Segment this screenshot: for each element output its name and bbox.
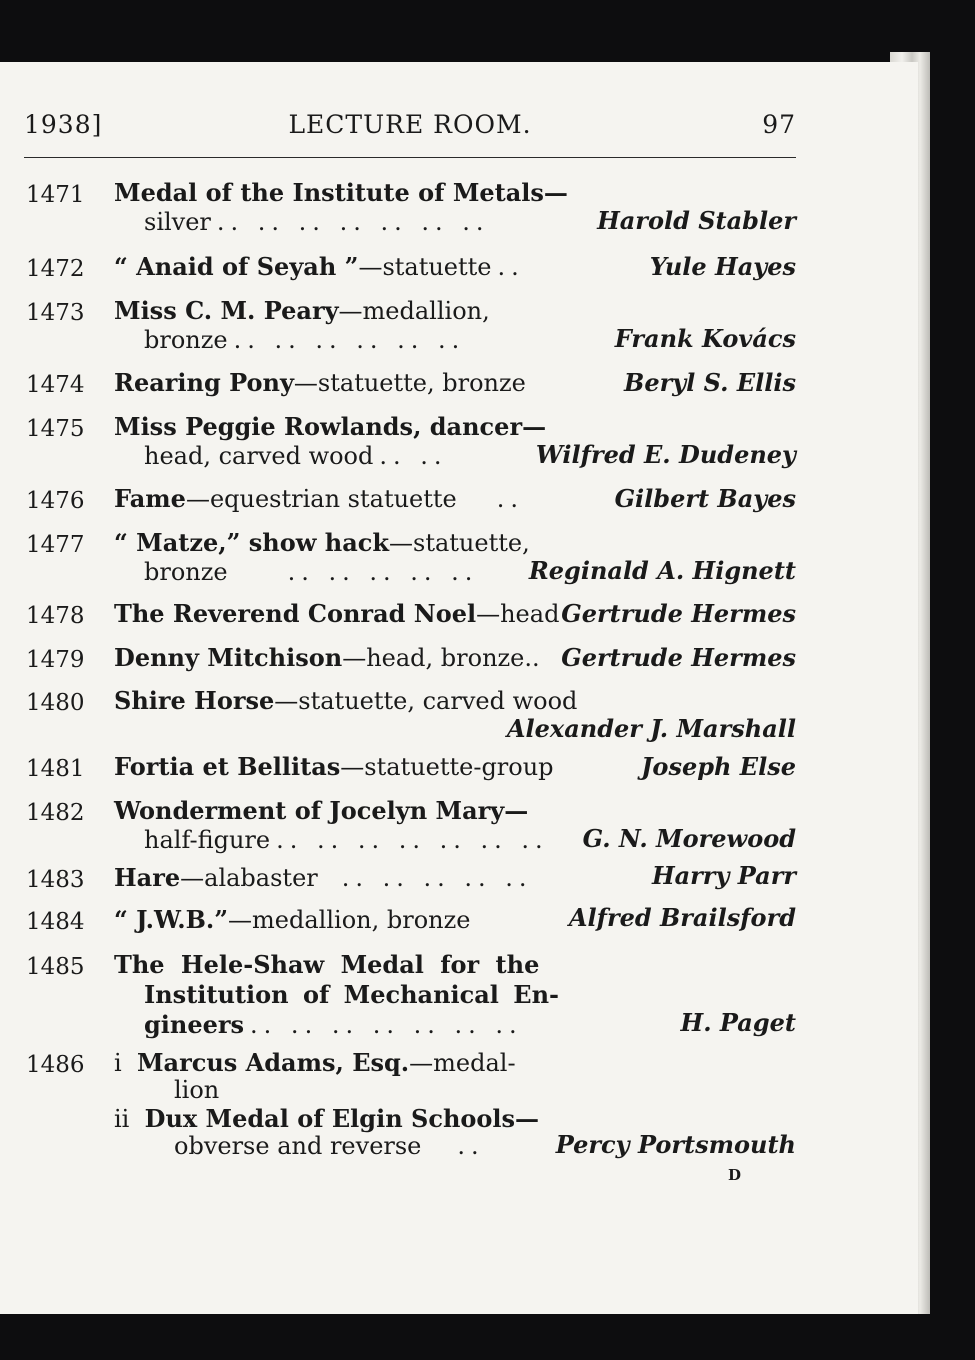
entry-number: 1471	[26, 182, 85, 208]
artist-name: Gertrude Hermes	[561, 643, 796, 672]
entry-number: 1483	[26, 867, 85, 893]
entry-number: 1481	[26, 756, 85, 782]
entry-number: 1474	[26, 372, 85, 398]
artist-name: G. N. Morewood	[582, 824, 796, 853]
entry-title: Rearing Pony	[114, 368, 294, 397]
entry-number: 1478	[26, 603, 85, 629]
artist-name: Reginald A. Hignett	[528, 556, 796, 585]
entry-description: —alabaster	[180, 864, 318, 892]
artist-name: Gertrude Hermes	[561, 599, 796, 628]
artist-name: Harold Stabler	[597, 206, 796, 235]
entry-description: —statuette, bronze	[293, 369, 526, 397]
entry-title: “ Anaid of Seyah ”	[114, 252, 359, 281]
leader-dots: ..	[497, 253, 525, 281]
artist-name: H. Paget	[680, 1008, 796, 1037]
entry-title: Marcus Adams, Esq.	[136, 1048, 410, 1077]
artist-name: Joseph Else	[641, 752, 796, 781]
running-header	[24, 110, 796, 150]
entry-number: 1477	[26, 532, 85, 558]
entry-description: —head, bronze..	[342, 644, 540, 672]
entry-number: 1486	[26, 1052, 85, 1078]
entry-description: —statuette, carved wood	[274, 687, 578, 715]
entry-description: —statuette	[358, 253, 492, 281]
artist-name: Percy Portsmouth	[555, 1130, 796, 1159]
artist-name: Alfred Brailsford	[568, 903, 796, 932]
entry-title: Denny Mitchison	[114, 643, 343, 672]
artist-name: Wilfred E. Dudeney	[535, 440, 796, 469]
sub-marker: i	[114, 1049, 122, 1077]
entry-number: 1476	[26, 488, 85, 514]
artist-name: Gilbert Bayes	[614, 484, 796, 513]
entry-title-continuation: gineers	[144, 1010, 245, 1039]
entry-number: 1472	[26, 256, 85, 282]
entry-title: Medal of the Institute of Metals—	[114, 178, 568, 207]
entry-continuation: bronze	[144, 558, 228, 586]
entry-title: Hare	[114, 863, 181, 892]
entry-number: 1484	[26, 909, 85, 935]
leader-dots: .. .. .. .. ..	[287, 558, 479, 586]
book-page	[0, 62, 918, 1314]
entry-number: 1473	[26, 300, 85, 326]
entry-title: Fortia et Bellitas	[114, 752, 341, 781]
entry-number: 1482	[26, 800, 85, 826]
entry-title-continuation: Institution of Mechanical En-	[144, 980, 559, 1009]
entry-continuation: bronze	[144, 326, 228, 354]
entry-continuation: obverse and reverse	[174, 1132, 422, 1160]
entry-number: 1485	[26, 954, 85, 980]
leader-dots: ..	[457, 1132, 485, 1160]
sub-marker: ii	[114, 1105, 130, 1133]
signature-mark: D	[728, 1166, 742, 1184]
entry-description: —head	[476, 600, 560, 628]
entry-title: “ J.W.B.”	[114, 905, 229, 934]
entry-number: 1479	[26, 647, 85, 673]
entry-number: 1475	[26, 416, 85, 442]
entry-title: Fame	[114, 484, 186, 513]
entry-number: 1480	[26, 690, 85, 716]
header-rule	[24, 157, 796, 158]
entry-continuation: silver	[144, 208, 211, 236]
artist-name: Beryl S. Ellis	[624, 368, 796, 397]
entry-description: —statuette,	[389, 529, 530, 557]
header-title: LECTURE ROOM.	[288, 110, 532, 139]
artist-name: Alexander J. Marshall	[506, 714, 796, 743]
entry-description: —medallion, bronze	[228, 906, 471, 934]
leader-dots: .. ..	[379, 442, 448, 470]
leader-dots: ..	[496, 485, 525, 513]
entry-title: Wonderment of Jocelyn Mary—	[114, 796, 529, 825]
leader-dots: .. .. .. .. .. .. ..	[250, 1011, 523, 1039]
entry-description: —equestrian statuette	[185, 485, 457, 513]
artist-name: Harry Parr	[651, 861, 796, 890]
entry-continuation: head, carved wood	[144, 442, 374, 470]
entry-description: —medallion,	[338, 297, 490, 325]
entry-continuation: half-figure	[144, 826, 271, 854]
leader-dots: .. .. .. .. .. .. ..	[216, 208, 490, 236]
entry-title: “ Matze,” show hack	[114, 528, 390, 557]
entry-title: The Hele-Shaw Medal for the	[114, 950, 540, 979]
entry-title: Miss Peggie Rowlands, dancer—	[114, 412, 547, 441]
header-year: 1938]	[24, 110, 103, 139]
leader-dots: .. .. .. .. .. ..	[233, 326, 466, 354]
entry-title: The Reverend Conrad Noel	[114, 599, 477, 628]
entry-title: Dux Medal of Elgin Schools—	[144, 1104, 540, 1133]
artist-name: Frank Kovács	[614, 324, 796, 353]
entry-title: Shire Horse	[114, 686, 275, 715]
page-number: 97	[762, 110, 796, 139]
entry-description: —medal-	[409, 1049, 516, 1077]
leader-dots: .. .. .. .. ..	[341, 864, 533, 892]
artist-name: Yule Hayes	[649, 252, 796, 281]
entry-title: Miss C. M. Peary	[114, 296, 339, 325]
entry-continuation: lion	[174, 1076, 220, 1104]
leader-dots: .. .. .. .. .. .. ..	[276, 826, 549, 854]
entry-description: —statuette-group	[340, 753, 554, 781]
